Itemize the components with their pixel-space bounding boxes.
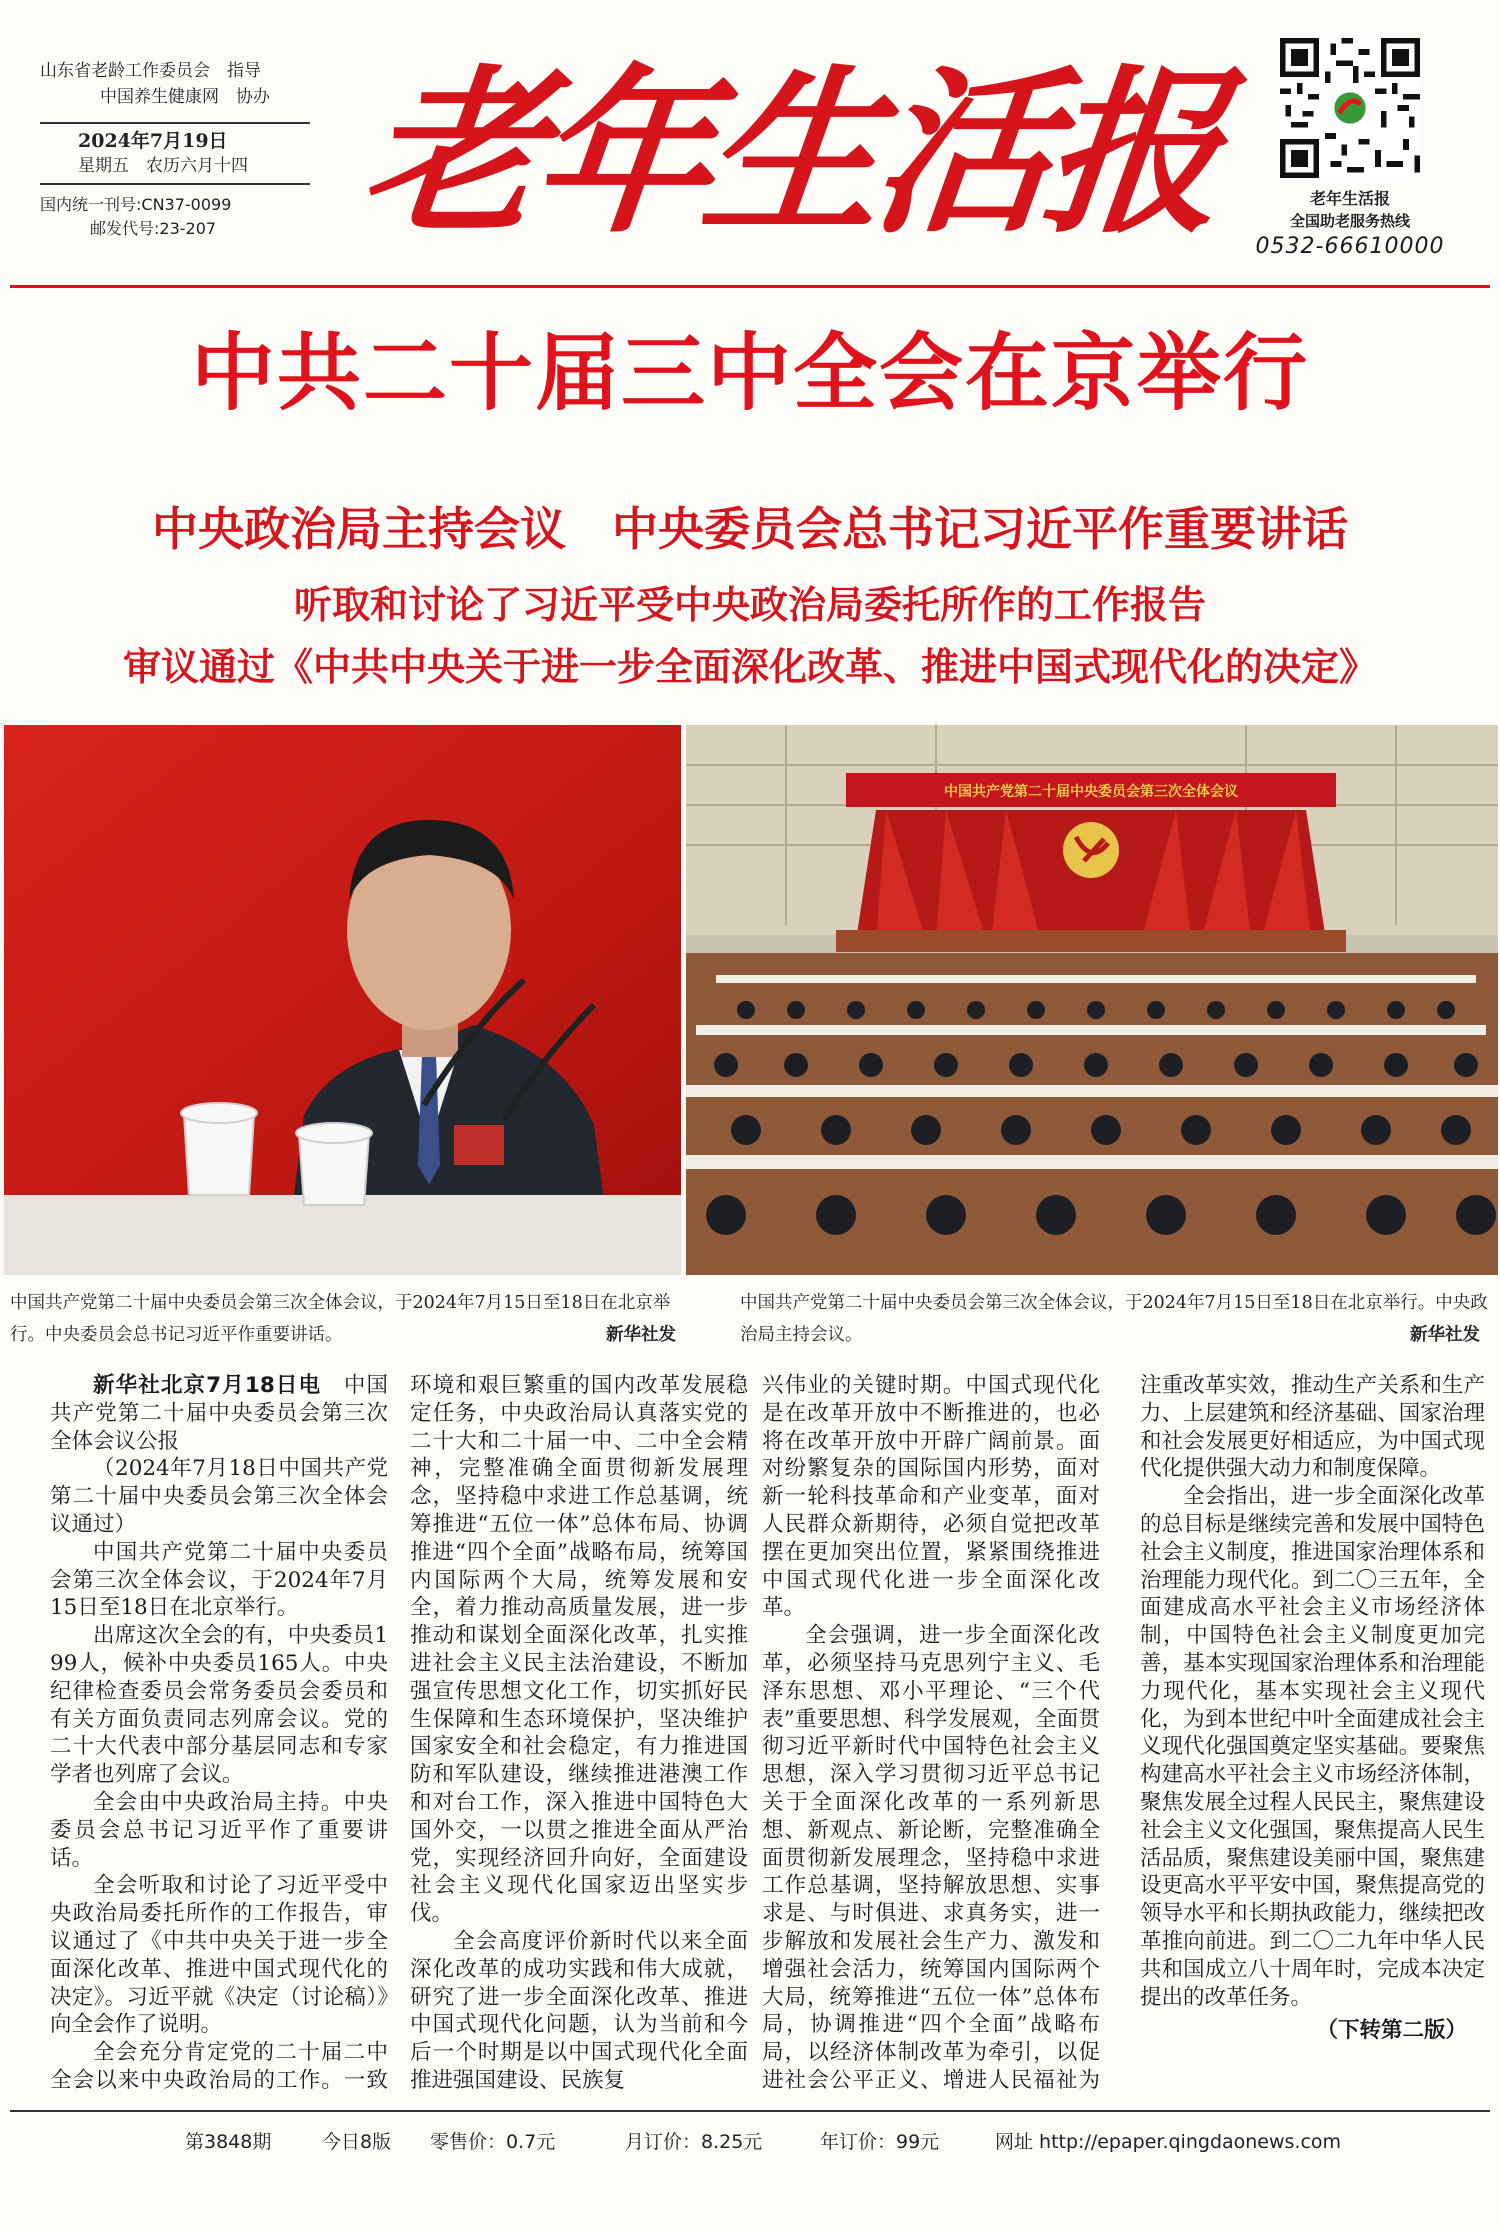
- main-headline: 中共二十届三中全会在京举行: [190, 324, 1309, 422]
- hotline-label: 全国助老服务热线: [1289, 212, 1410, 230]
- article-para-7b: 环境和艰巨繁重的国内改革发展稳定任务，中央政治局认真落实党的二十大和二十届一中、二中全会精神，完整准确全面贯彻新发展理念，坚持稳中求进工作总基调，统筹推进“五位一体”总体布局、协调推进“四个全面”战略布局，统筹国内国际两个大局，统筹发展和安全，着力推动高质量发展，进一步推动和谋划全面深化改革，扎实推进社会主义民主法治建设，不断加强宣传思想文化工作，切实抓好民生保障和生态环境保护，坚决维护国家安全和社会稳定，有力推进国防和军队建设，继续推进港澳工作和对台工作，深入推进中国特色大国外交，一以贯之推进全面从严治党，实现经济回升向好，全面建设社会主义现代化国家迈出坚实步伐。: [410, 1373, 748, 1927]
- article-para-9b: 注重改革实效，推动生产关系和生产力、上层建筑和经济基础、国家治理和社会发展更好相适应，为中国式现代化提供强大动力和制度保障。: [1140, 1373, 1485, 1482]
- article-para-9a: 全会强调，进一步全面深化改革，必须坚持马克思列宁主义、毛泽东思想、邓小平理论、“三个代表”重要思想、科学发展观，全面贯彻习近平新时代中国特色社会主义思想，深入学习贯彻习近平总书记关于全面深化改革的一系列新思想、新观点、新论断，完整准确全面贯彻新发展理念，坚持稳中求进工作总基调，坚持解放思想、实事求是、与时俱进、求真务实，进一步解放和发展社会生产力、激发和增强社会活力，统筹国内国际两个大局，统筹推进“五位一体”总体布局，协调推进“四个全面”战略布局，以经济体制改革为牵引，以促进社会公平正义、增进人民福祉为: [762, 1623, 1100, 2092]
- photo-caption-right: [740, 1287, 1490, 1351]
- photo-plenary-hall: [686, 725, 1498, 1275]
- caption-left-text: 中国共产党第二十届中央委员会第三次全体会议，于2024年7月15日至18日在北京举行。中央委员会总书记习近平作重要讲话。: [10, 1293, 671, 1345]
- article-para-8a: 全会高度评价新时代以来全面深化改革的成功实践和伟大成就，研究了进一步全面深化改革、推进中国式现代化问题，认为当前和今后一个时期是以中国式现代化全面推进强国建设、民族复: [410, 1928, 748, 2092]
- article-column-2: [410, 1372, 748, 2092]
- article-column-4: [1140, 1372, 1485, 2092]
- article-para-7a: 全会充分肯定党的二十届二中全会以来中央政治局的工作。一致: [50, 2040, 388, 2092]
- article-para-6: 全会听取和讨论了习近平受中央政治局委托所作的工作报告，审议通过了《中共中央关于进一步全面深化改革、推进中国式现代化的决定》。习近平就《决定（讨论稿）》向全会作了说明。: [50, 1873, 388, 2038]
- masthead-contact: [1225, 38, 1475, 262]
- article-dateline: 新华社北京7月18日电: [93, 1373, 322, 1398]
- photo-caption-left: [10, 1287, 680, 1351]
- article-column-3: [762, 1372, 1100, 2092]
- caption-left-source: 新华社发: [606, 1325, 676, 1345]
- continued-notice: （下转第二版）: [1316, 2018, 1467, 2044]
- newspaper-title: 老年生活报: [354, 48, 1227, 257]
- banner-text: 中国共产党第二十届中央委员会第三次全体会议: [944, 784, 1238, 800]
- article-column-1: [50, 1372, 388, 2092]
- yearly-price: 年订价：99元: [820, 2131, 940, 2153]
- article-para-5: 全会由中央政治局主持。中央委员会总书记习近平作了重要讲话。: [50, 1789, 388, 1871]
- subheadline-3: 审议通过《中共中央关于进一步全面深化改革、推进中国式现代化的决定》: [122, 645, 1377, 689]
- page-count: 今日8版: [322, 2131, 392, 2153]
- article-para-10: 全会指出，进一步全面深化改革的总目标是继续完善和发展中国特色社会主义制度，推进国家治理体系和治理能力现代化。到二〇三五年，全面建成高水平社会主义市场经济体制，中国特色社会主义制度更加完善，基本实现国家治理体系和治理能力现代化，基本实现社会主义现代化，为到本世纪中叶全面建成社会主义现代化强国奠定坚实基础。要聚焦构建高水平社会主义市场经济体制，聚焦发展全过程人民民主，聚焦建设社会主义文化强国，聚焦提高人民生活品质，聚焦建设美丽中国，聚焦建设更高水平平安中国，聚焦提高党的领导水平和长期执政能力，继续把改革推向前进。到二〇二九年中华人民共和国成立八十周年时，完成本决定提出的改革任务。: [1140, 1484, 1485, 2010]
- website-link[interactable]: 网址 http://epaper.qingdaonews.com: [995, 2131, 1342, 2153]
- hotline-number: 0532-66610000: [1255, 234, 1445, 259]
- subheadline-1: 中央政治局主持会议 中央委员会总书记习近平作重要讲话: [152, 502, 1348, 556]
- caption-right-source: 新华社发: [1410, 1325, 1480, 1345]
- qr-label: 老年生活报: [1309, 189, 1390, 208]
- issue-date: 2024年7月19日: [78, 130, 228, 152]
- monthly-price: 月订价：8.25元: [625, 2131, 763, 2153]
- footer-divider: [10, 2110, 1490, 2112]
- guide-line-2: 中国养生健康网 协办: [100, 87, 270, 107]
- article-para-4: 出席这次全会的有，中央委员199人，候补中央委员165人。中央纪律检查委员会常务委员会委员和有关方面负责同志列席会议。党的二十大代表中部分基层同志和专家学者也列席了会议。: [50, 1623, 388, 1788]
- article-para-1: 中国共产党第二十届中央委员会第三次全体会议公报: [50, 1373, 388, 1454]
- weekday-lunar: 星期五 农历六月十四: [78, 156, 248, 176]
- subheadline-2: 听取和讨论了习近平受中央政治局委托所作的工作报告: [293, 583, 1206, 627]
- issue-number: 第3848期: [185, 2131, 272, 2153]
- article-para-8b: 兴伟业的关键时期。中国式现代化是在改革开放中不断推进的，也必将在改革开放中开辟广阔前景。面对纷繁复杂的国际国内形势，面对新一轮科技革命和产业变革，面对人民群众新期待，必须自觉把改革摆在更加突出位置，紧紧围绕推进中国式现代化进一步全面深化改革。: [762, 1373, 1100, 1621]
- article-para-3: 中国共产党第二十届中央委员会第三次全体会议，于2024年7月15日至18日在北京举行。: [50, 1539, 388, 1621]
- masthead-divider: [10, 285, 1490, 288]
- masthead-info: [40, 58, 310, 241]
- article-body: [50, 1372, 1490, 2092]
- guide-line-1: 山东省老龄工作委员会 指导: [40, 61, 261, 81]
- footer-bar: [0, 2118, 1500, 2166]
- qr-code-icon: [1280, 38, 1420, 178]
- postal-code: 邮发代号:23-207: [90, 219, 217, 238]
- article-para-2: （2024年7月18日中国共产党第二十届中央委员会第三次全体会议通过）: [50, 1456, 388, 1537]
- issn: 国内统一刊号:CN37-0099: [40, 195, 232, 214]
- caption-right-text: 中国共产党第二十届中央委员会第三次全体会议，于2024年7月15日至18日在北京举行。中央政治局主持会议。: [740, 1293, 1488, 1345]
- date-box: [40, 122, 310, 185]
- photo-speaker: [4, 725, 681, 1275]
- retail-price: 零售价：0.7元: [430, 2131, 556, 2153]
